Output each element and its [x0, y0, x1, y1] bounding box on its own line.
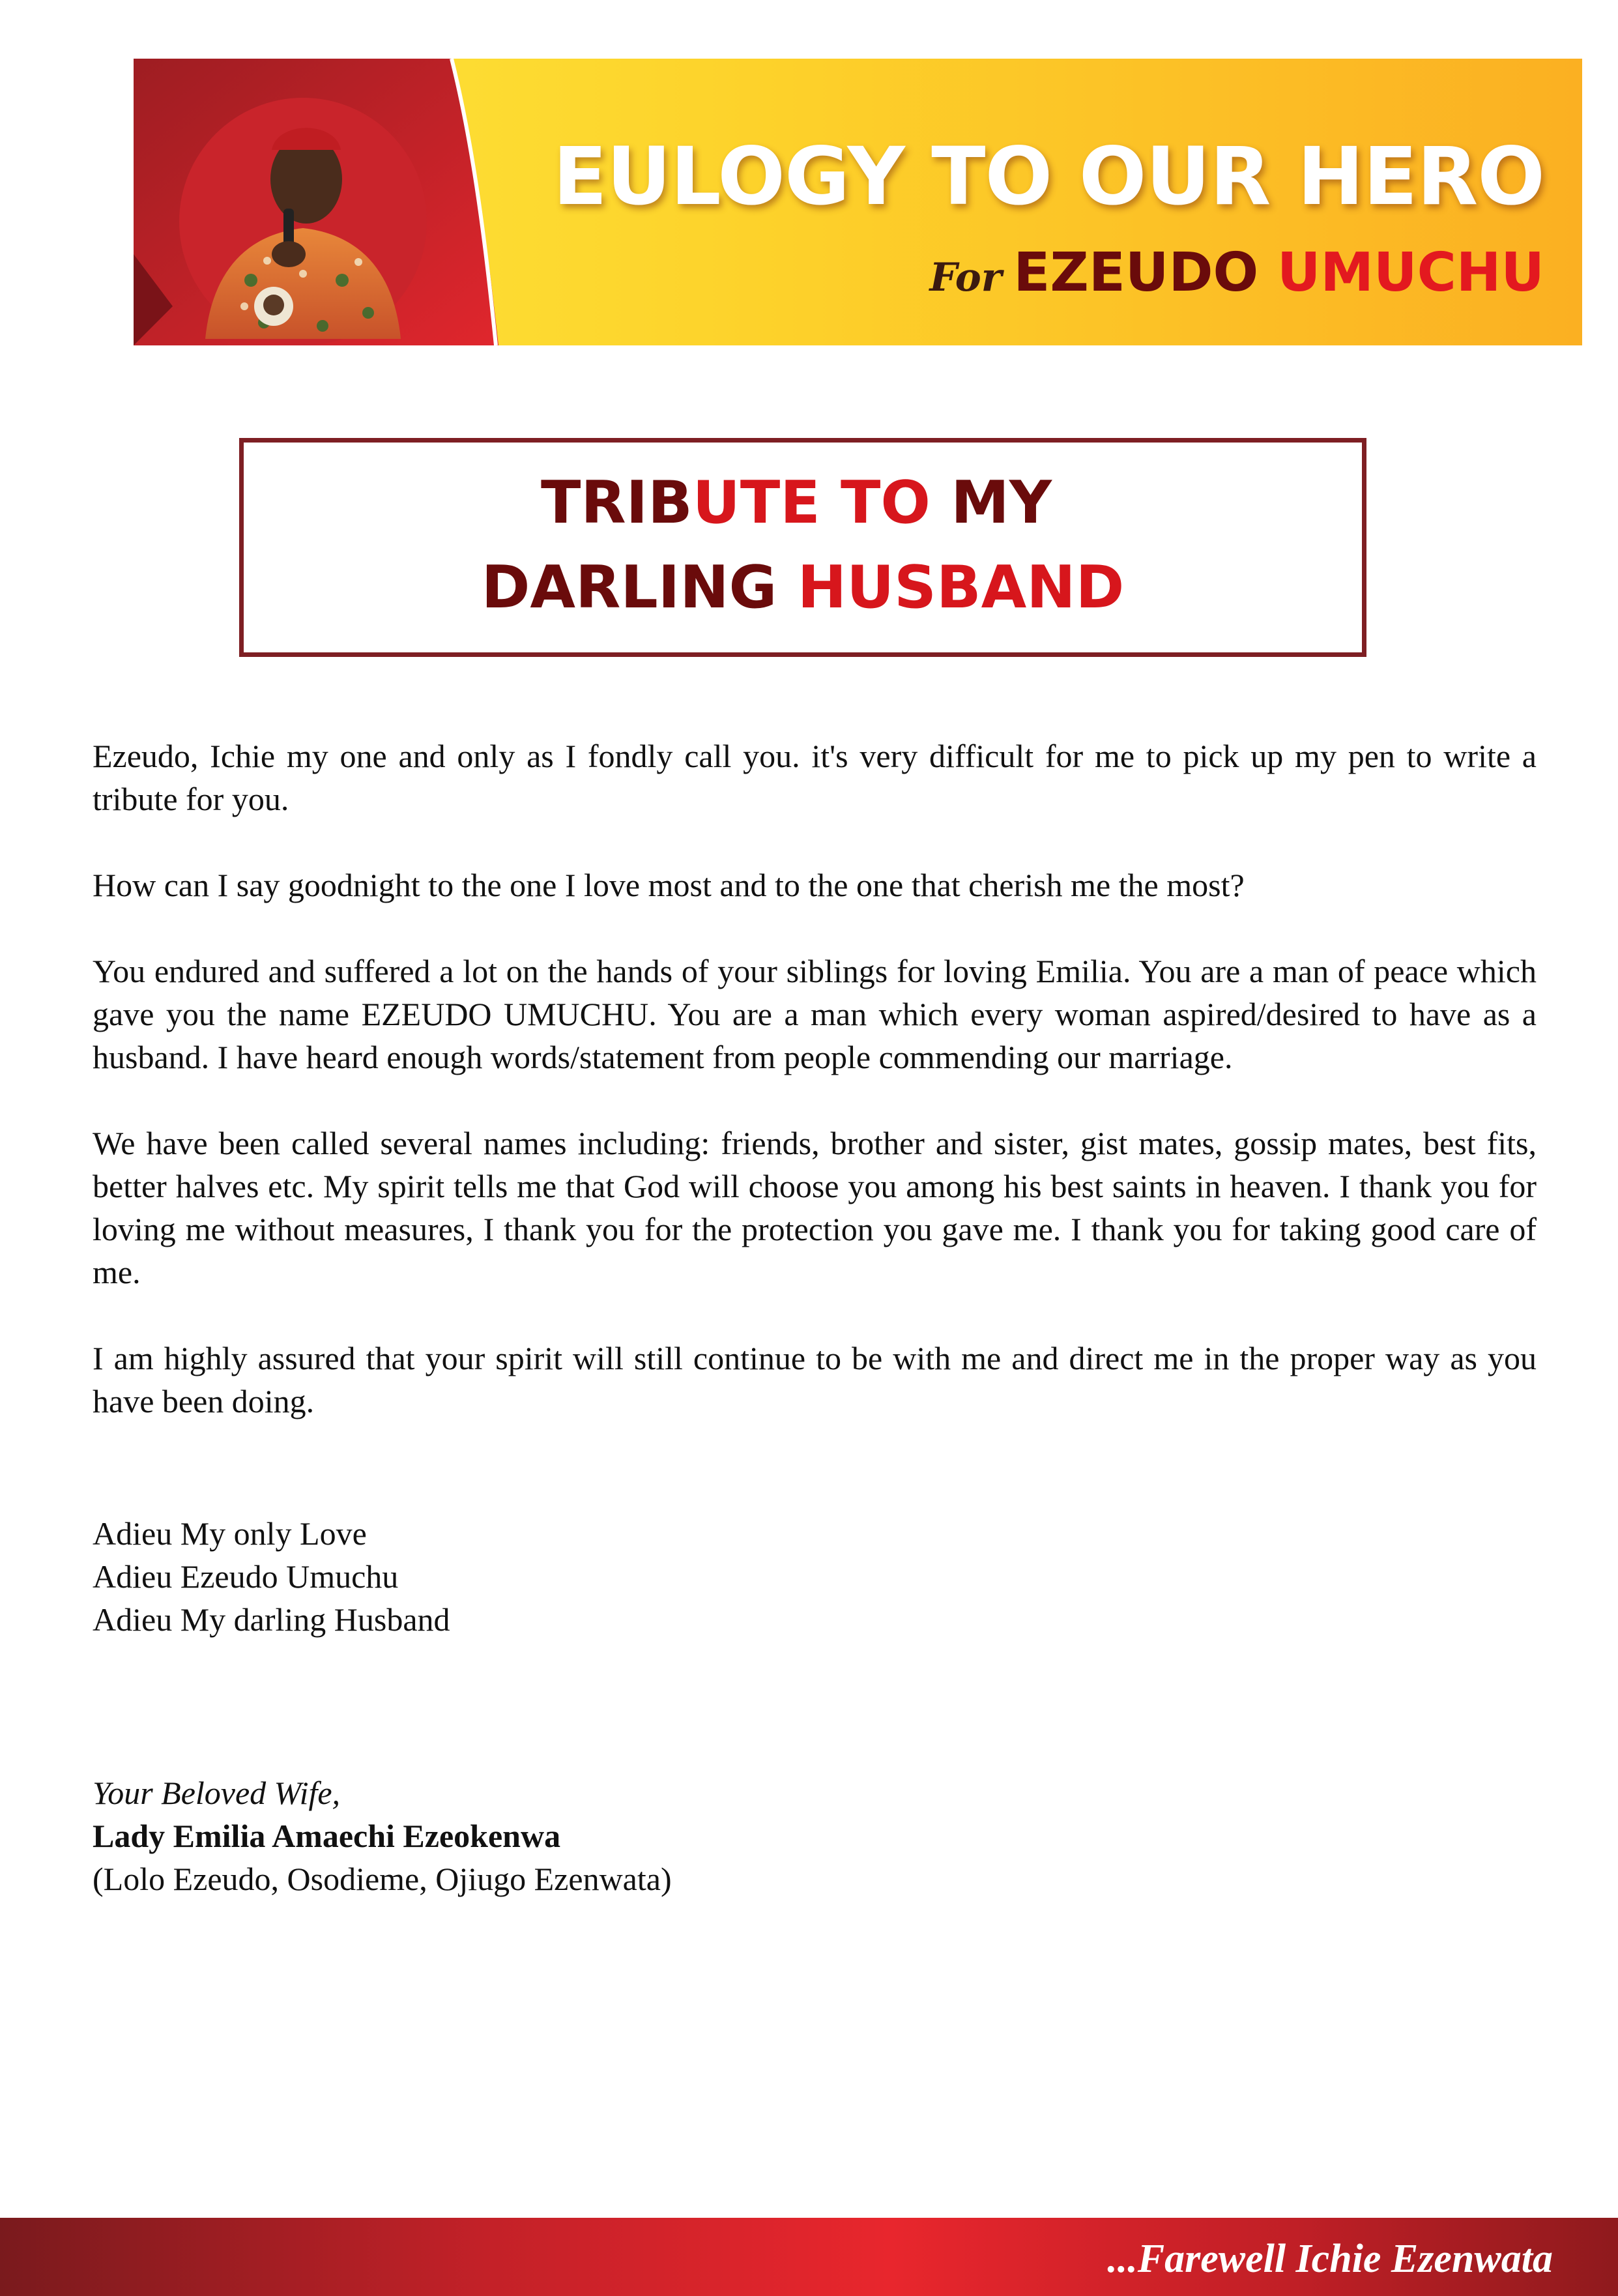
- signature-name: Lady Emilia Amaechi Ezeokenwa: [93, 1818, 561, 1854]
- paragraph: Ezeudo, Ichie my one and only as I fondly call you. it's very difficult for me to pick up my pen to write a tribute for you.: [93, 738, 1537, 817]
- paragraph: I am highly assured that your spirit will still continue to be with me and direct me in the proper way as you have been doing.: [93, 1340, 1537, 1419]
- adieu-lines: [93, 1512, 450, 1641]
- title-part-my: MY: [951, 469, 1052, 537]
- signature-block: [93, 1771, 672, 1900]
- banner-subtitle: [847, 242, 1544, 304]
- portrait-graphic: [134, 59, 498, 345]
- signature-closing: Your Beloved Wife,: [93, 1775, 341, 1811]
- tribute-title-line-2: [244, 553, 1362, 622]
- adieu-line: Adieu My only Love: [93, 1515, 367, 1552]
- title-part-trib: TRIB: [540, 469, 693, 537]
- title-part-ute-to: UTE TO: [692, 469, 931, 537]
- tribute-title-box: [239, 438, 1366, 657]
- footer-text: ...Farewell Ichie Ezenwata: [1107, 2237, 1553, 2281]
- footer-bar: [0, 2218, 1618, 2296]
- adieu-line: Adieu My darling Husband: [93, 1601, 450, 1638]
- subtitle-umuchu: UMUCHU: [1277, 242, 1544, 304]
- tribute-body: [93, 734, 1537, 1466]
- tribute-title-line-1: [237, 469, 1355, 537]
- adieu-line: Adieu Ezeudo Umuchu: [93, 1558, 399, 1595]
- paragraph: You endured and suffered a lot on the hands of your siblings for loving Emilia. You are a man of peace which gave you the name EZEUDO UMUCHU. You are a man which every woman aspired/desired to have as a husband. I have heard enough words/statement from people commending our marriage.: [93, 953, 1537, 1075]
- paragraph: We have been called several names including: friends, brother and sister, gist mates, gossip mates, best fits, better halves etc. My spirit tells me that God will choose you among his best saints in heaven. I thank you for loving me without measures, I thank you for the protection you gave me. I thank you for taking good care of me.: [93, 1125, 1537, 1290]
- subtitle-prefix: For: [929, 255, 1002, 300]
- portrait-panel: [134, 59, 498, 345]
- signature-titles: (Lolo Ezeudo, Osodieme, Ojiugo Ezenwata): [93, 1861, 672, 1897]
- subtitle-ezeudo: EZEUDO: [1013, 242, 1259, 304]
- title-part-darling: DARLING: [481, 553, 777, 622]
- paragraph: How can I say goodnight to the one I love most and to the one that cherish me the most?: [93, 867, 1245, 903]
- title-part-husband: HUSBAND: [797, 553, 1125, 622]
- banner-title: EULOGY TO OUR HERO: [553, 130, 1544, 223]
